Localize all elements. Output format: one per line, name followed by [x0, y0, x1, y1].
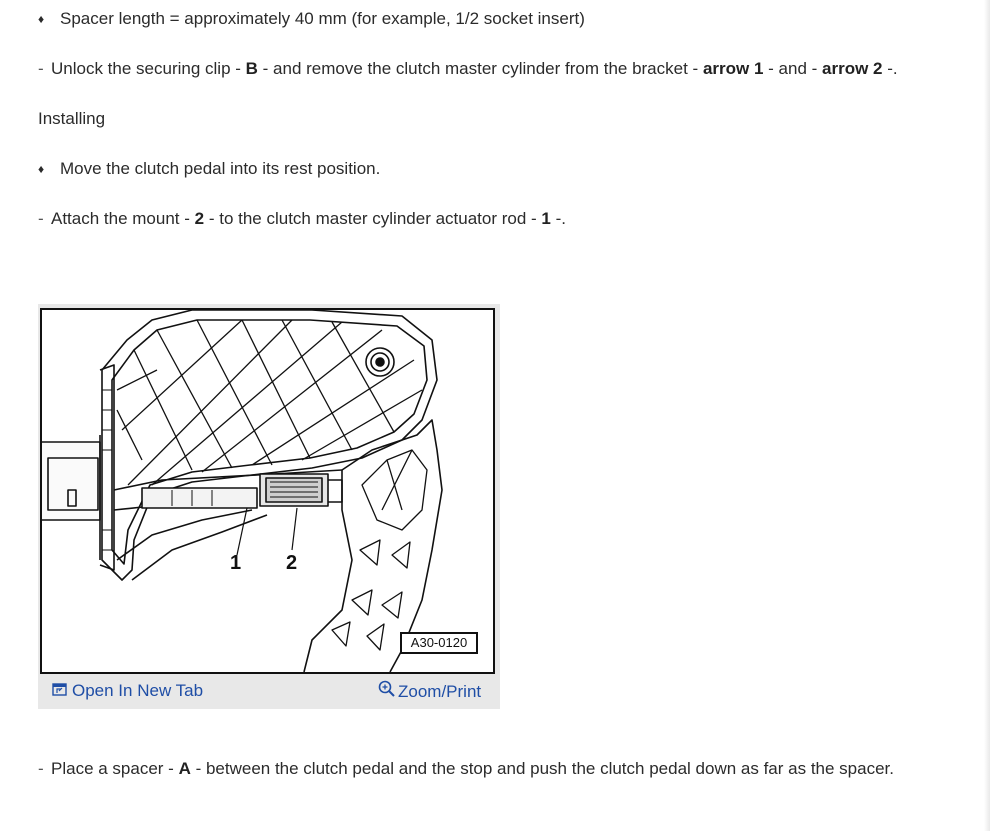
- open-new-tab-icon: [52, 680, 67, 702]
- ref-arrow-2: arrow 2: [822, 59, 883, 78]
- ref-b: B: [245, 59, 258, 78]
- page-edge-shadow: [984, 0, 990, 831]
- step-attach-mount: [38, 209, 566, 229]
- step-text: - between the clutch pedal and the stop and push the clutch pedal down as far as the spacer.: [190, 759, 894, 778]
- figure-code: A30-0120: [400, 632, 478, 654]
- zoom-link-label: Zoom/Print: [398, 682, 482, 701]
- technical-drawing[interactable]: [40, 308, 495, 674]
- open-in-new-tab-link[interactable]: [52, 680, 203, 702]
- step-place-spacer: [38, 759, 894, 779]
- step-dash: -: [38, 209, 44, 228]
- figure-container: [38, 304, 500, 709]
- spacer-length-note: [38, 9, 585, 29]
- zoom-print-link[interactable]: [378, 680, 481, 704]
- step-text: Unlock the securing clip -: [51, 59, 246, 78]
- bullet-icon: ♦: [38, 162, 45, 176]
- step-dash: -: [38, 59, 44, 78]
- ref-2: 2: [194, 209, 205, 228]
- ref-arrow-1: arrow 1: [702, 59, 764, 78]
- note-text: Spacer length = approximately 40 mm (for example, 1/2 socket insert): [60, 9, 585, 28]
- callout-1: 1: [230, 552, 242, 574]
- ref-a: A: [178, 759, 191, 778]
- note-text: Move the clutch pedal into its rest position.: [60, 159, 381, 178]
- open-link-label: Open In New Tab: [72, 681, 204, 700]
- step-text: - to the clutch master cylinder actuator rod -: [204, 209, 542, 228]
- step-text: -.: [882, 59, 898, 78]
- magnifier-icon: [378, 680, 396, 704]
- ref-1: 1: [541, 209, 551, 228]
- step-text: - and -: [763, 59, 823, 78]
- pedal-assembly-drawing: [42, 310, 493, 672]
- step-text: Attach the mount -: [51, 209, 195, 228]
- step-dash: -: [38, 759, 44, 778]
- rest-position-note: [38, 159, 380, 179]
- section-heading-installing: [38, 109, 105, 129]
- step-text: -.: [550, 209, 566, 228]
- step-text: - and remove the clutch master cylinder from the bracket -: [257, 59, 703, 78]
- callout-2: 2: [286, 552, 298, 574]
- step-text: Place a spacer -: [51, 759, 179, 778]
- heading-text: Installing: [38, 109, 106, 128]
- step-unlock-clip: [38, 59, 898, 79]
- bullet-icon: ♦: [38, 12, 45, 26]
